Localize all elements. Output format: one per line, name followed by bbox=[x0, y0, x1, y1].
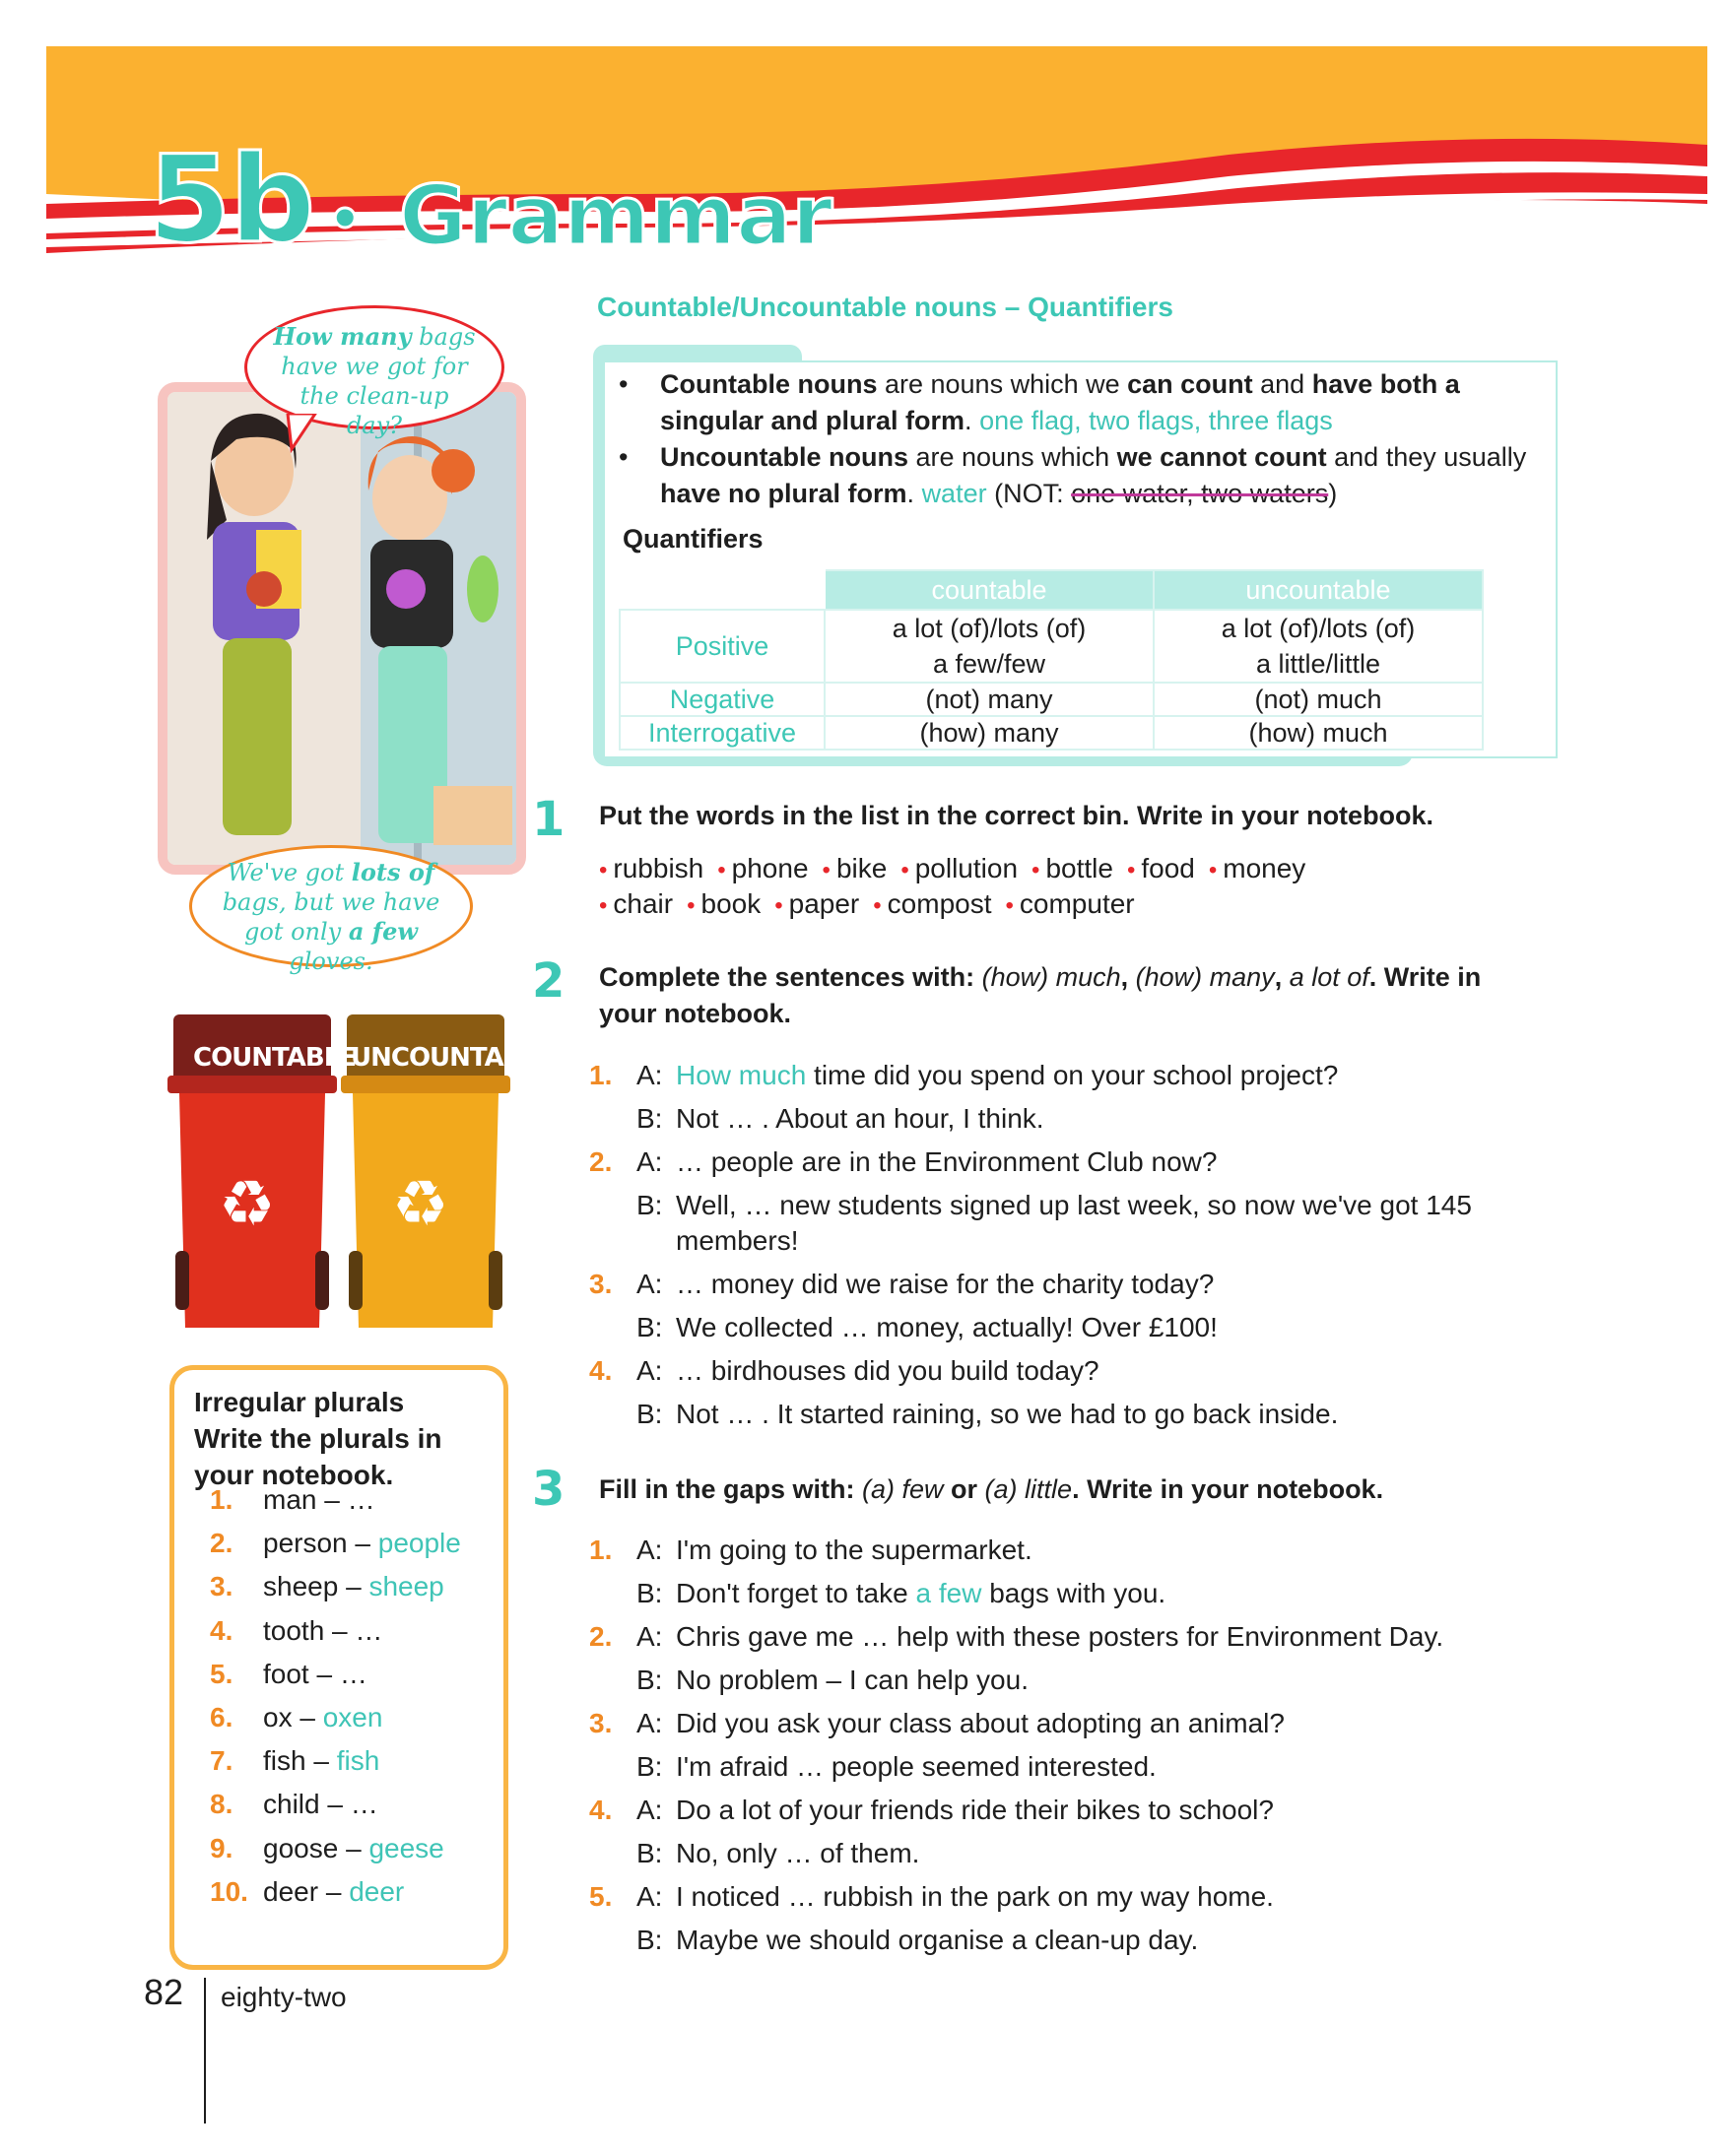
row-header-positive: Positive bbox=[620, 610, 825, 683]
uncountable-example: water bbox=[921, 479, 987, 508]
title-separator: • bbox=[333, 178, 358, 255]
countable-example: one flag, two flags, three flags bbox=[979, 406, 1333, 435]
word-list-item: • book bbox=[687, 888, 762, 919]
struck-example: one water, two waters bbox=[1071, 479, 1329, 508]
rule-uncountable: • Uncountable nouns are nouns which we cannot count and they usually have no plural form. water (NOT: one water, two waters) bbox=[625, 439, 1531, 512]
word-list-item: • paper bbox=[774, 888, 860, 919]
ex3-item-1: 1. A: I'm going to the supermarket. B: Don't forget to take a few bags with you. bbox=[589, 1535, 1166, 1608]
page-title: Grammar bbox=[399, 167, 833, 264]
word-list-item: • computer bbox=[1005, 888, 1135, 919]
word-list-item: • chair bbox=[599, 888, 674, 919]
speech-bubble-answer: We've got lots of bags, but we have got only a few gloves. bbox=[189, 845, 473, 967]
table-cell: (how) many bbox=[825, 716, 1154, 750]
ex2-item-3: 3. A: … money did we raise for the charity today? B: We collected … money, actually! Over £100! bbox=[589, 1269, 1218, 1342]
term-countable: Countable nouns bbox=[660, 369, 878, 399]
word-list-item: • bike bbox=[822, 853, 888, 883]
bullet: • bbox=[619, 442, 629, 472]
exercise-1-instruction: Put the words in the list in the correct bin. Write in your notebook. bbox=[599, 801, 1434, 830]
word-list-item: • phone bbox=[717, 853, 809, 883]
bin-label-uncountable: UNCOUNTABLE bbox=[351, 1043, 554, 1073]
quantifiers-title: Quantifiers bbox=[623, 524, 764, 554]
bin-label-countable: COUNTABLE bbox=[193, 1043, 357, 1073]
col-header-countable: countable bbox=[825, 570, 1154, 610]
speech-bubble-question: How many bags have we got for the clean-up day? bbox=[244, 305, 504, 429]
word-list-item: • rubbish bbox=[599, 853, 704, 883]
exercise-3-number: 3 bbox=[532, 1462, 566, 1517]
recycle-icon: ♻ bbox=[219, 1168, 276, 1241]
word-list-line-1 bbox=[599, 853, 1319, 884]
ex3-item-4: 4. A: Do a lot of your friends ride their bikes to school? B: No, only … of them. bbox=[589, 1795, 1274, 1868]
page-number-words: eighty-two bbox=[221, 1982, 347, 2012]
ex3-item-3: 3. A: Did you ask your class about adopting an animal? B: I'm afraid … people seemed interested. bbox=[589, 1708, 1285, 1782]
exercise-2-number: 2 bbox=[532, 953, 566, 1009]
irregular-plurals-box: Irregular plurals Write the plurals in your notebook. 1. man – … 2. person – people 3. sheep – sheep 4. tooth – … 5. foot – … 6. ox – oxen 7. fish – fish 8. child – … 9. goose – geese 10. deer – deer bbox=[169, 1365, 508, 1970]
table-cell: (not) many bbox=[825, 683, 1154, 716]
exercise-1-number: 1 bbox=[532, 792, 566, 847]
ex3-item-2: 2. A: Chris gave me … help with these posters for Environment Day. B: No problem – I can help you. bbox=[589, 1621, 1444, 1695]
grammar-rule-box bbox=[603, 360, 1558, 758]
ex2-item-2: 2. A: … people are in the Environment Club now? B: Well, … new students signed up last week, so now we've got 145 members! bbox=[589, 1146, 1472, 1256]
children-drawing bbox=[167, 392, 516, 865]
row-header-interrogative: Interrogative bbox=[620, 716, 825, 750]
word-list-line-2 bbox=[599, 888, 1149, 920]
word-list-item: • food bbox=[1126, 853, 1195, 883]
answer-example: How much bbox=[676, 1060, 807, 1090]
exercise-3-instruction: Fill in the gaps with: (a) few or (a) little. Write in your notebook. bbox=[599, 1474, 1384, 1504]
word-list-item: • money bbox=[1208, 853, 1306, 883]
quantifiers-table bbox=[619, 569, 1484, 751]
word-list-item: • bottle bbox=[1031, 853, 1113, 883]
term-uncountable: Uncountable nouns bbox=[660, 442, 908, 472]
word-list-item: • compost bbox=[873, 888, 992, 919]
table-cell: a lot (of)/lots (of) a little/little bbox=[1154, 610, 1483, 683]
table-cell: (not) much bbox=[1154, 683, 1483, 716]
ex3-item-5: 5. A: I noticed … rubbish in the park on my way home. B: Maybe we should organise a clean-up day. bbox=[589, 1881, 1274, 1955]
col-header-uncountable: uncountable bbox=[1154, 570, 1483, 610]
irregular-plurals-heading: Irregular plurals Write the plurals in your notebook. bbox=[194, 1387, 442, 1490]
footer-divider bbox=[204, 1978, 206, 2123]
page-number: 82 bbox=[144, 1972, 184, 2012]
unit-number: 5b bbox=[148, 130, 314, 270]
table-cell: (how) much bbox=[1154, 716, 1483, 750]
recycle-icon: ♻ bbox=[392, 1168, 449, 1241]
answer-example: a few bbox=[915, 1578, 982, 1608]
table-cell: a lot (of)/lots (of) a few/few bbox=[825, 610, 1154, 683]
exercise-2-instruction: Complete the sentences with: (how) much, (how) many, a lot of. Write in your notebook. bbox=[599, 962, 1482, 1028]
row-header-negative: Negative bbox=[620, 683, 825, 716]
section-heading: Countable/Uncountable nouns – Quantifiers bbox=[597, 292, 1173, 322]
bubble-tail bbox=[286, 414, 325, 453]
rule-countable: • Countable nouns are nouns which we can count and have both a singular and plural form. one flag, two flags, three flags bbox=[625, 366, 1531, 439]
bullet: • bbox=[619, 369, 629, 399]
word-list-item: • pollution bbox=[900, 853, 1019, 883]
ex2-item-4: 4. A: … birdhouses did you build today? B: Not … . It started raining, so we had to go back inside. bbox=[589, 1355, 1339, 1429]
ex2-item-1: 1. A: How much time did you spend on your school project? B: Not … . About an hour, I think. bbox=[589, 1060, 1339, 1134]
children-illustration bbox=[158, 382, 526, 875]
table-corner bbox=[620, 570, 825, 610]
